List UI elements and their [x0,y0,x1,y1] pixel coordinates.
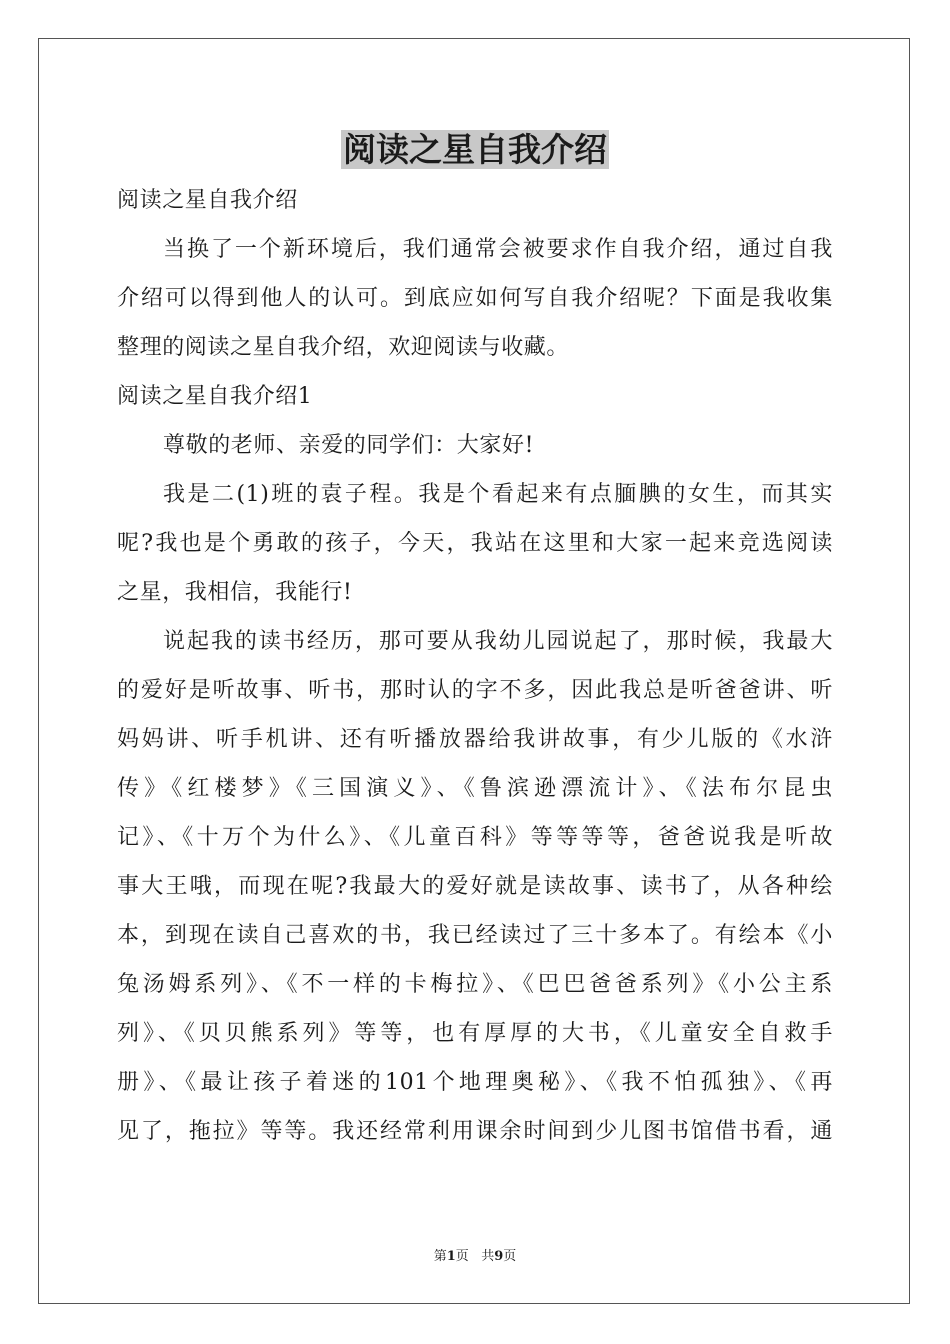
text-line: 我是二(1)班的袁子程。我是个看起来有点腼腆的女生，而其实 [163,482,833,507]
footer-page-prefix: 第 [433,1249,447,1264]
text-line: 传》《红楼梦》《三国演义》、《鲁滨逊漂流计》、《法布尔昆虫 [117,776,833,801]
text-line: 介绍可以得到他人的认可。到底应如何写自我介绍呢？下面是我收集 [117,286,833,311]
footer-page-suffix: 页 [455,1249,469,1264]
text-line: 当换了一个新环境后，我们通常会被要求作自我介绍，通过自我 [163,237,833,262]
text-line: 事大王哦，而现在呢?我最大的爱好就是读故事、读书了，从各种绘 [117,874,833,899]
text-line: 说起我的读书经历，那可要从我幼儿园说起了，那时候，我最大 [163,629,833,654]
document-title [0,122,950,178]
text-line: 阅读之星自我介绍 [117,188,298,213]
text-line: 整理的阅读之星自我介绍，欢迎阅读与收藏。 [117,335,570,360]
text-line: 阅读之星自我介绍1 [117,384,313,409]
page-footer [0,1248,950,1266]
text-line: 列》、《贝贝熊系列》等等，也有厚厚的大书，《儿童安全自救手 [117,1021,833,1046]
document-title-text: 阅读之星自我介绍 [343,130,607,169]
text-line: 记》、《十万个为什么》、《儿童百科》等等等等，爸爸说我是听故 [117,825,833,850]
text-line: 本，到现在读自己喜欢的书，我已经读过了三十多本了。有绘本《小 [117,923,833,948]
footer-page-number: 1 [446,1249,456,1264]
text-line: 妈妈讲、听手机讲、还有听播放器给我讲故事，有少儿版的《水浒 [117,727,833,752]
footer-total-suffix: 页 [503,1249,517,1264]
text-line: 见了，拖拉》等等。我还经常利用课余时间到少儿图书馆借书看，通 [117,1119,833,1144]
text-line: 呢?我也是个勇敢的孩子，今天，我站在这里和大家一起来竞选阅读 [117,531,833,556]
document-body [117,176,833,1156]
text-line: 尊敬的老师、亲爱的同学们：大家好! [163,433,535,458]
footer-total-prefix: 共 [481,1249,495,1264]
footer-total-pages: 9 [494,1249,504,1264]
text-line: 册》、《最让孩子着迷的101个地理奥秘》、《我不怕孤独》、《再 [117,1070,833,1095]
text-line: 的爱好是听故事、听书，那时认的字不多，因此我总是听爸爸讲、听 [117,678,833,703]
text-line: 之星，我相信，我能行! [117,580,353,605]
text-line: 兔汤姆系列》、《不一样的卡梅拉》、《巴巴爸爸系列》《小公主系 [117,972,833,997]
